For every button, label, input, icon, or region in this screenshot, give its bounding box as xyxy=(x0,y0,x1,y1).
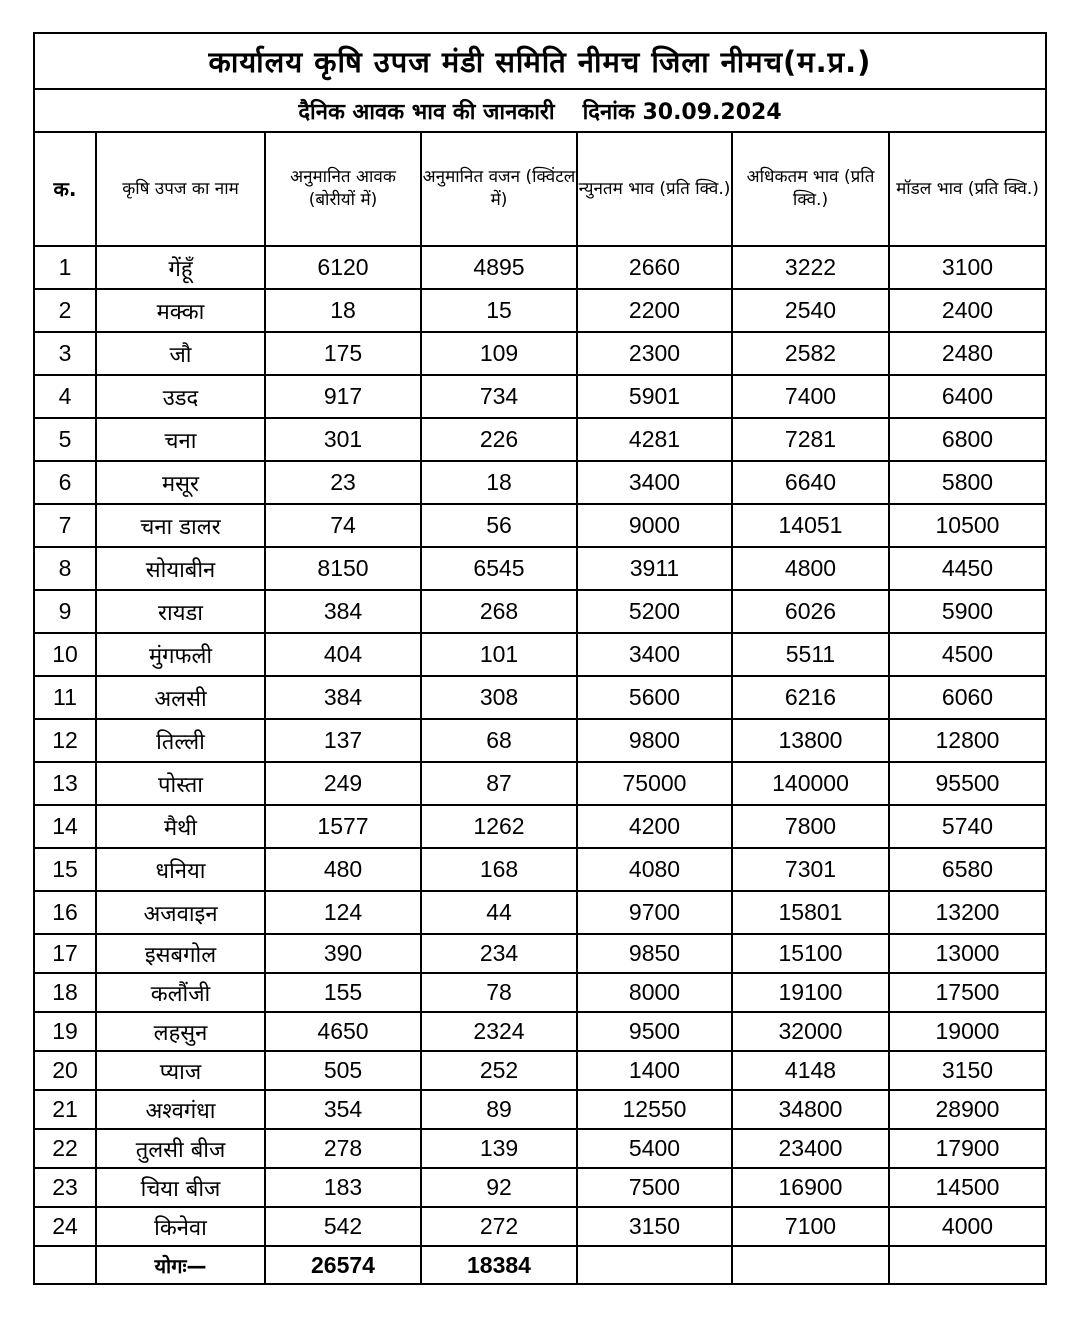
row-weight: 78 xyxy=(421,973,577,1012)
row-max-price: 14051 xyxy=(732,504,889,547)
header-arrival: अनुमानित आवक (बोरीयों में) xyxy=(265,132,421,246)
row-sno: 21 xyxy=(34,1090,96,1129)
row-min-price: 5901 xyxy=(577,375,732,418)
row-sno: 9 xyxy=(34,590,96,633)
row-weight: 268 xyxy=(421,590,577,633)
row-weight: 168 xyxy=(421,848,577,891)
row-arrival: 183 xyxy=(265,1168,421,1207)
header-weight: अनुमानित वजन (क्विंटल में) xyxy=(421,132,577,246)
row-modal-price: 10500 xyxy=(889,504,1046,547)
total-blank xyxy=(732,1246,889,1284)
row-modal-price: 4000 xyxy=(889,1207,1046,1246)
table-row xyxy=(34,461,1046,504)
total-row xyxy=(34,1246,1046,1284)
row-crop-name: इसबगोल xyxy=(96,934,265,973)
table-row xyxy=(34,246,1046,289)
row-sno: 2 xyxy=(34,289,96,332)
table-row xyxy=(34,1207,1046,1246)
total-blank xyxy=(34,1246,96,1284)
table-row xyxy=(34,1012,1046,1051)
row-modal-price: 3100 xyxy=(889,246,1046,289)
row-min-price: 75000 xyxy=(577,762,732,805)
header-modal-price: मॉडल भाव (प्रति क्वि.) xyxy=(889,132,1046,246)
row-min-price: 7500 xyxy=(577,1168,732,1207)
mandi-rate-sheet xyxy=(33,32,1045,1285)
row-weight: 92 xyxy=(421,1168,577,1207)
row-arrival: 23 xyxy=(265,461,421,504)
row-sno: 13 xyxy=(34,762,96,805)
table-row xyxy=(34,332,1046,375)
row-crop-name: तिल्ली xyxy=(96,719,265,762)
row-crop-name: लहसुन xyxy=(96,1012,265,1051)
row-min-price: 5600 xyxy=(577,676,732,719)
row-max-price: 19100 xyxy=(732,973,889,1012)
table-row xyxy=(34,762,1046,805)
row-max-price: 7800 xyxy=(732,805,889,848)
table-row xyxy=(34,547,1046,590)
row-crop-name: अजवाइन xyxy=(96,891,265,934)
row-modal-price: 2400 xyxy=(889,289,1046,332)
table-row xyxy=(34,891,1046,934)
row-max-price: 7400 xyxy=(732,375,889,418)
row-crop-name: कलौंजी xyxy=(96,973,265,1012)
row-arrival: 404 xyxy=(265,633,421,676)
row-max-price: 6216 xyxy=(732,676,889,719)
row-max-price: 7281 xyxy=(732,418,889,461)
row-sno: 1 xyxy=(34,246,96,289)
row-weight: 15 xyxy=(421,289,577,332)
row-max-price: 15100 xyxy=(732,934,889,973)
table-row xyxy=(34,973,1046,1012)
row-weight: 139 xyxy=(421,1129,577,1168)
row-min-price: 3150 xyxy=(577,1207,732,1246)
row-crop-name: रायडा xyxy=(96,590,265,633)
table-row xyxy=(34,418,1046,461)
row-min-price: 2660 xyxy=(577,246,732,289)
row-arrival: 354 xyxy=(265,1090,421,1129)
row-arrival: 1577 xyxy=(265,805,421,848)
row-sno: 12 xyxy=(34,719,96,762)
row-crop-name: अश्वगंधा xyxy=(96,1090,265,1129)
row-min-price: 2200 xyxy=(577,289,732,332)
row-max-price: 140000 xyxy=(732,762,889,805)
row-arrival: 301 xyxy=(265,418,421,461)
row-min-price: 5200 xyxy=(577,590,732,633)
table-row xyxy=(34,1090,1046,1129)
row-min-price: 9850 xyxy=(577,934,732,973)
row-min-price: 4200 xyxy=(577,805,732,848)
row-sno: 4 xyxy=(34,375,96,418)
row-crop-name: चिया बीज xyxy=(96,1168,265,1207)
row-modal-price: 5740 xyxy=(889,805,1046,848)
row-weight: 87 xyxy=(421,762,577,805)
table-row xyxy=(34,504,1046,547)
row-arrival: 124 xyxy=(265,891,421,934)
total-blank xyxy=(889,1246,1046,1284)
row-crop-name: उडद xyxy=(96,375,265,418)
row-sno: 17 xyxy=(34,934,96,973)
row-crop-name: गेंहूँ xyxy=(96,246,265,289)
report-date: दिनांक 30.09.2024 xyxy=(582,99,782,125)
row-arrival: 505 xyxy=(265,1051,421,1090)
table-row xyxy=(34,289,1046,332)
row-modal-price: 17900 xyxy=(889,1129,1046,1168)
table-row xyxy=(34,590,1046,633)
office-title: कार्यालय कृषि उपज मंडी समिति नीमच जिला नीमच(म.प्र.) xyxy=(34,33,1046,89)
row-modal-price: 28900 xyxy=(889,1090,1046,1129)
row-arrival: 155 xyxy=(265,973,421,1012)
row-max-price: 7100 xyxy=(732,1207,889,1246)
row-max-price: 2540 xyxy=(732,289,889,332)
row-sno: 3 xyxy=(34,332,96,375)
row-weight: 101 xyxy=(421,633,577,676)
row-crop-name: मसूर xyxy=(96,461,265,504)
total-label: योगः— xyxy=(96,1246,265,1284)
row-max-price: 6026 xyxy=(732,590,889,633)
row-crop-name: किनेवा xyxy=(96,1207,265,1246)
row-sno: 10 xyxy=(34,633,96,676)
row-arrival: 6120 xyxy=(265,246,421,289)
row-modal-price: 3150 xyxy=(889,1051,1046,1090)
row-sno: 6 xyxy=(34,461,96,504)
row-arrival: 480 xyxy=(265,848,421,891)
row-sno: 15 xyxy=(34,848,96,891)
row-arrival: 917 xyxy=(265,375,421,418)
row-arrival: 74 xyxy=(265,504,421,547)
row-min-price: 9000 xyxy=(577,504,732,547)
row-min-price: 1400 xyxy=(577,1051,732,1090)
row-sno: 5 xyxy=(34,418,96,461)
table-row xyxy=(34,848,1046,891)
row-min-price: 3400 xyxy=(577,633,732,676)
row-modal-price: 5900 xyxy=(889,590,1046,633)
row-crop-name: सोयाबीन xyxy=(96,547,265,590)
row-sno: 16 xyxy=(34,891,96,934)
row-weight: 252 xyxy=(421,1051,577,1090)
row-weight: 44 xyxy=(421,891,577,934)
row-crop-name: मक्का xyxy=(96,289,265,332)
subtitle-text: दैनिक आवक भाव की जानकारी xyxy=(298,99,555,125)
row-weight: 272 xyxy=(421,1207,577,1246)
table-row xyxy=(34,934,1046,973)
row-crop-name: पोस्ता xyxy=(96,762,265,805)
row-sno: 7 xyxy=(34,504,96,547)
row-min-price: 2300 xyxy=(577,332,732,375)
table-row xyxy=(34,1129,1046,1168)
row-modal-price: 13200 xyxy=(889,891,1046,934)
row-crop-name: चना डालर xyxy=(96,504,265,547)
row-arrival: 278 xyxy=(265,1129,421,1168)
row-weight: 6545 xyxy=(421,547,577,590)
row-max-price: 16900 xyxy=(732,1168,889,1207)
row-weight: 4895 xyxy=(421,246,577,289)
report-subtitle xyxy=(34,89,1046,132)
row-max-price: 34800 xyxy=(732,1090,889,1129)
row-modal-price: 5800 xyxy=(889,461,1046,504)
row-weight: 89 xyxy=(421,1090,577,1129)
row-crop-name: मुंगफली xyxy=(96,633,265,676)
row-modal-price: 6400 xyxy=(889,375,1046,418)
header-max-price: अधिकतम भाव (प्रति क्वि.) xyxy=(732,132,889,246)
row-arrival: 18 xyxy=(265,289,421,332)
row-sno: 20 xyxy=(34,1051,96,1090)
header-sno: क. xyxy=(34,132,96,246)
row-crop-name: अलसी xyxy=(96,676,265,719)
table-row xyxy=(34,719,1046,762)
row-sno: 18 xyxy=(34,973,96,1012)
row-crop-name: मैथी xyxy=(96,805,265,848)
row-weight: 18 xyxy=(421,461,577,504)
row-min-price: 12550 xyxy=(577,1090,732,1129)
row-arrival: 542 xyxy=(265,1207,421,1246)
row-max-price: 15801 xyxy=(732,891,889,934)
total-weight: 18384 xyxy=(421,1246,577,1284)
row-sno: 8 xyxy=(34,547,96,590)
row-arrival: 4650 xyxy=(265,1012,421,1051)
row-min-price: 9700 xyxy=(577,891,732,934)
row-sno: 23 xyxy=(34,1168,96,1207)
row-min-price: 4080 xyxy=(577,848,732,891)
row-max-price: 4800 xyxy=(732,547,889,590)
row-min-price: 5400 xyxy=(577,1129,732,1168)
row-max-price: 5511 xyxy=(732,633,889,676)
row-max-price: 4148 xyxy=(732,1051,889,1090)
row-weight: 109 xyxy=(421,332,577,375)
row-weight: 68 xyxy=(421,719,577,762)
row-arrival: 249 xyxy=(265,762,421,805)
row-modal-price: 95500 xyxy=(889,762,1046,805)
row-crop-name: चना xyxy=(96,418,265,461)
row-sno: 11 xyxy=(34,676,96,719)
row-sno: 19 xyxy=(34,1012,96,1051)
header-min-price: न्युनतम भाव (प्रति क्वि.) xyxy=(577,132,732,246)
row-modal-price: 17500 xyxy=(889,973,1046,1012)
row-max-price: 23400 xyxy=(732,1129,889,1168)
row-crop-name: धनिया xyxy=(96,848,265,891)
row-min-price: 4281 xyxy=(577,418,732,461)
row-weight: 226 xyxy=(421,418,577,461)
row-arrival: 384 xyxy=(265,590,421,633)
row-crop-name: जौ xyxy=(96,332,265,375)
table-row xyxy=(34,375,1046,418)
row-max-price: 6640 xyxy=(732,461,889,504)
row-crop-name: प्याज xyxy=(96,1051,265,1090)
row-weight: 56 xyxy=(421,504,577,547)
row-modal-price: 12800 xyxy=(889,719,1046,762)
row-weight: 234 xyxy=(421,934,577,973)
row-modal-price: 14500 xyxy=(889,1168,1046,1207)
row-crop-name: तुलसी बीज xyxy=(96,1129,265,1168)
row-modal-price: 6580 xyxy=(889,848,1046,891)
table-row xyxy=(34,1051,1046,1090)
row-modal-price: 4500 xyxy=(889,633,1046,676)
row-arrival: 390 xyxy=(265,934,421,973)
row-weight: 734 xyxy=(421,375,577,418)
row-max-price: 7301 xyxy=(732,848,889,891)
table-row xyxy=(34,805,1046,848)
row-modal-price: 19000 xyxy=(889,1012,1046,1051)
row-modal-price: 2480 xyxy=(889,332,1046,375)
table-row xyxy=(34,633,1046,676)
row-weight: 308 xyxy=(421,676,577,719)
row-min-price: 8000 xyxy=(577,973,732,1012)
header-row xyxy=(34,132,1046,246)
row-max-price: 13800 xyxy=(732,719,889,762)
row-modal-price: 6060 xyxy=(889,676,1046,719)
total-blank xyxy=(577,1246,732,1284)
table-row xyxy=(34,1168,1046,1207)
row-min-price: 9800 xyxy=(577,719,732,762)
row-modal-price: 6800 xyxy=(889,418,1046,461)
row-weight: 2324 xyxy=(421,1012,577,1051)
row-weight: 1262 xyxy=(421,805,577,848)
row-sno: 24 xyxy=(34,1207,96,1246)
row-modal-price: 4450 xyxy=(889,547,1046,590)
row-modal-price: 13000 xyxy=(889,934,1046,973)
row-arrival: 137 xyxy=(265,719,421,762)
row-arrival: 175 xyxy=(265,332,421,375)
row-min-price: 3400 xyxy=(577,461,732,504)
row-sno: 22 xyxy=(34,1129,96,1168)
row-min-price: 3911 xyxy=(577,547,732,590)
total-arrival: 26574 xyxy=(265,1246,421,1284)
row-max-price: 2582 xyxy=(732,332,889,375)
row-arrival: 384 xyxy=(265,676,421,719)
row-max-price: 3222 xyxy=(732,246,889,289)
row-min-price: 9500 xyxy=(577,1012,732,1051)
header-crop-name: कृषि उपज का नाम xyxy=(96,132,265,246)
row-sno: 14 xyxy=(34,805,96,848)
table-row xyxy=(34,676,1046,719)
row-max-price: 32000 xyxy=(732,1012,889,1051)
row-arrival: 8150 xyxy=(265,547,421,590)
rate-table xyxy=(33,32,1047,1285)
